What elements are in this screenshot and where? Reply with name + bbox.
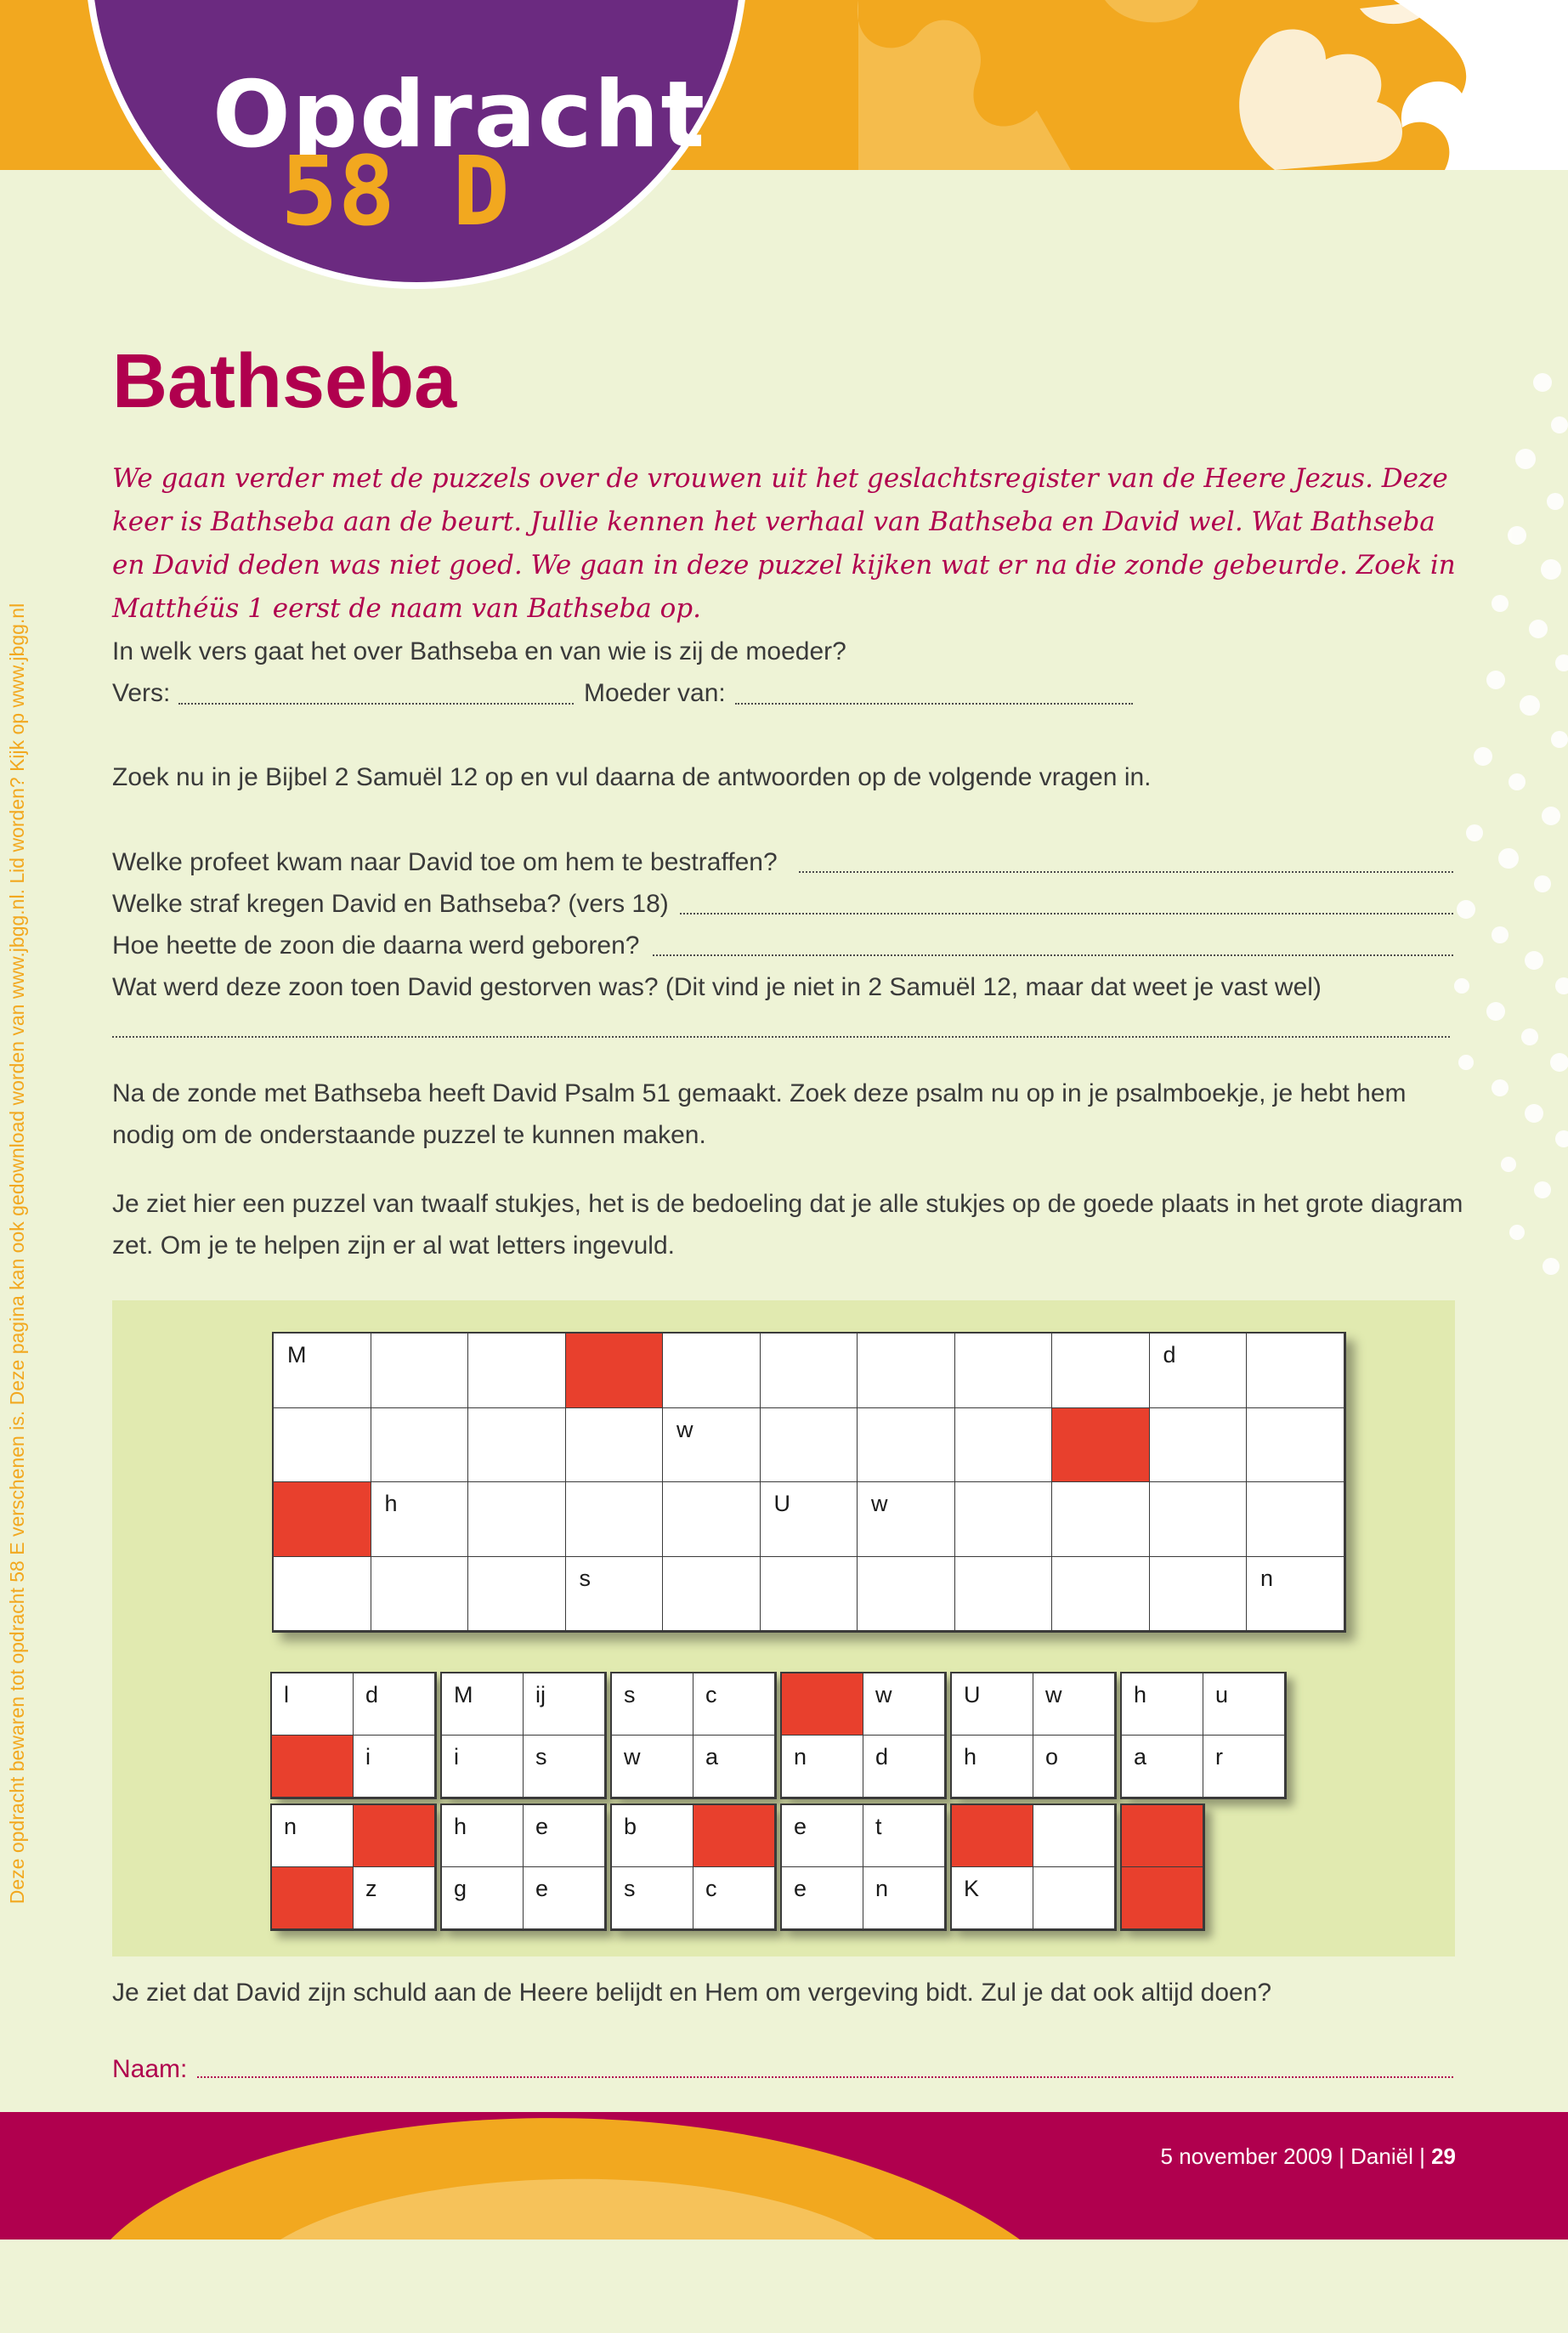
piece-cell: w bbox=[1033, 1673, 1115, 1736]
piece-cell: h bbox=[952, 1736, 1033, 1798]
grid-cell[interactable]: U bbox=[761, 1482, 858, 1557]
piece-cell: s bbox=[524, 1736, 605, 1798]
question-son: Hoe heette de zoon die daarna werd geboren? bbox=[112, 932, 640, 960]
grid-cell[interactable] bbox=[1247, 1334, 1344, 1408]
question-prophet: Welke profeet kwam naar David toe om hem te bestraffen? bbox=[112, 848, 778, 876]
piece-cell: d bbox=[863, 1736, 945, 1798]
moeder-answer-line[interactable] bbox=[735, 703, 1133, 705]
piece-cell: a bbox=[693, 1736, 775, 1798]
grid-cell[interactable] bbox=[1150, 1557, 1248, 1632]
footer-book: Daniël bbox=[1350, 2143, 1413, 2169]
intro-text: We gaan verder met de puzzels over de vrouwen uit het geslachtsregister van de Heere Jezus. Deze keer is Bathseba aan de beurt. Jullie kennen het verhaal van Bathseba en David wel. Wat Bathseba en David deden was niet goed. We gaan in deze puzzel kijken wat er na die zonde gebeurde. Zoek in Matthéüs 1 eerst de naam van Bathseba op. bbox=[112, 463, 1456, 624]
footer-arc-icon bbox=[0, 2112, 1568, 2240]
puzzle-piece[interactable] bbox=[440, 1804, 607, 1931]
piece-cell bbox=[1122, 1805, 1203, 1867]
grid-cell[interactable] bbox=[663, 1334, 761, 1408]
puzzle-grid bbox=[272, 1332, 1346, 1633]
grid-cell[interactable] bbox=[858, 1408, 955, 1483]
piece-cell: K bbox=[952, 1867, 1033, 1929]
puzzle-piece[interactable] bbox=[270, 1672, 437, 1799]
piece-cell: a bbox=[1122, 1736, 1203, 1798]
page-title: Bathseba bbox=[112, 339, 457, 424]
page-number: 29 bbox=[1431, 2143, 1456, 2169]
piece-cell: w bbox=[863, 1673, 945, 1736]
grid-cell[interactable] bbox=[1052, 1482, 1150, 1557]
piece-cell: r bbox=[1203, 1736, 1285, 1798]
piece-cell bbox=[693, 1805, 775, 1867]
grid-cell[interactable] bbox=[761, 1408, 858, 1483]
puzzle-piece[interactable] bbox=[610, 1804, 777, 1931]
grid-cell[interactable] bbox=[1150, 1408, 1248, 1483]
grid-cell[interactable] bbox=[1150, 1482, 1248, 1557]
piece-cell: n bbox=[863, 1867, 945, 1929]
grid-cell[interactable] bbox=[566, 1408, 664, 1483]
grid-cell[interactable] bbox=[761, 1557, 858, 1632]
badge-label: Opdracht bbox=[212, 62, 707, 168]
puzzle-piece[interactable] bbox=[780, 1672, 947, 1799]
question-king: Wat werd deze zoon toen David gestorven was? (Dit vind je niet in 2 Samuël 12, maar dat weet je vast wel) bbox=[112, 973, 1322, 1001]
grid-cell[interactable]: n bbox=[1247, 1557, 1344, 1632]
badge-number: 58 D bbox=[280, 137, 510, 247]
grid-cell[interactable] bbox=[955, 1334, 1053, 1408]
name-label: Naam: bbox=[112, 2055, 188, 2083]
grid-cell[interactable] bbox=[1052, 1557, 1150, 1632]
piece-cell: d bbox=[354, 1673, 435, 1736]
piece-cell: e bbox=[782, 1867, 863, 1929]
piece-cell: t bbox=[863, 1805, 945, 1867]
grid-cell[interactable]: M bbox=[274, 1334, 371, 1408]
piece-cell: i bbox=[442, 1736, 524, 1798]
grid-cell[interactable] bbox=[663, 1557, 761, 1632]
grid-cell[interactable] bbox=[468, 1557, 566, 1632]
piece-cell: o bbox=[1033, 1736, 1115, 1798]
piece-cell: b bbox=[612, 1805, 693, 1867]
vers-label: Vers: bbox=[112, 679, 171, 707]
piece-cell: i bbox=[354, 1736, 435, 1798]
puzzle-piece[interactable] bbox=[780, 1804, 947, 1931]
footer-date: 5 november 2009 bbox=[1160, 2143, 1333, 2169]
grid-cell[interactable]: h bbox=[371, 1482, 469, 1557]
grid-cell[interactable] bbox=[858, 1334, 955, 1408]
piece-cell: n bbox=[272, 1805, 354, 1867]
piece-cell: c bbox=[693, 1867, 775, 1929]
piece-cell: l bbox=[272, 1673, 354, 1736]
puzzle-piece[interactable] bbox=[950, 1672, 1117, 1799]
grid-cell[interactable] bbox=[1052, 1408, 1150, 1483]
question-verse: In welk vers gaat het over Bathseba en van wie is zij de moeder? bbox=[112, 637, 846, 665]
grid-cell[interactable]: s bbox=[566, 1557, 664, 1632]
grid-cell[interactable] bbox=[371, 1408, 469, 1483]
grid-cell[interactable] bbox=[371, 1557, 469, 1632]
puzzle-piece[interactable] bbox=[950, 1804, 1117, 1931]
grid-cell[interactable] bbox=[1247, 1408, 1344, 1483]
instruction-text: Zoek nu in je Bijbel 2 Samuël 12 op en vul daarna de antwoorden op de volgende vragen in. bbox=[112, 763, 1152, 791]
piece-cell: M bbox=[442, 1673, 524, 1736]
puzzle-piece[interactable] bbox=[1120, 1672, 1287, 1799]
piece-cell: z bbox=[354, 1867, 435, 1929]
piece-cell: s bbox=[612, 1867, 693, 1929]
name-answer-line[interactable] bbox=[197, 2076, 1453, 2078]
puzzle-piece[interactable] bbox=[440, 1672, 607, 1799]
grid-cell[interactable] bbox=[274, 1482, 371, 1557]
piece-cell: c bbox=[693, 1673, 775, 1736]
grid-cell[interactable] bbox=[1247, 1482, 1344, 1557]
grid-cell[interactable] bbox=[468, 1408, 566, 1483]
piece-cell: g bbox=[442, 1867, 524, 1929]
piece-cell: e bbox=[524, 1867, 605, 1929]
psalm-paragraph: Na de zonde met Bathseba heeft David Psalm 51 gemaakt. Zoek deze psalm nu op in je psalmboekje, je hebt hem nodig om de onderstaande puzzel te kunnen maken. bbox=[112, 1079, 1407, 1149]
piece-cell: e bbox=[782, 1805, 863, 1867]
grid-cell[interactable] bbox=[274, 1408, 371, 1483]
footer-band bbox=[0, 2112, 1568, 2240]
grid-cell[interactable] bbox=[1052, 1334, 1150, 1408]
footer-text bbox=[1161, 2143, 1456, 2170]
piece-cell bbox=[272, 1867, 354, 1929]
piece-cell: s bbox=[612, 1673, 693, 1736]
grid-cell[interactable] bbox=[955, 1408, 1053, 1483]
answer-line-prophet[interactable] bbox=[799, 871, 1453, 873]
grid-cell[interactable] bbox=[468, 1482, 566, 1557]
grid-cell[interactable] bbox=[955, 1557, 1053, 1632]
answer-line-punishment[interactable] bbox=[680, 913, 1453, 915]
piece-cell bbox=[1122, 1867, 1203, 1929]
piece-cell: u bbox=[1203, 1673, 1285, 1736]
grid-cell[interactable] bbox=[371, 1334, 469, 1408]
piece-cell: w bbox=[612, 1736, 693, 1798]
piece-cell bbox=[272, 1736, 354, 1798]
answer-line-son[interactable] bbox=[653, 954, 1453, 956]
piece-cell bbox=[952, 1805, 1033, 1867]
grid-cell[interactable] bbox=[566, 1334, 664, 1408]
grid-cell[interactable] bbox=[858, 1557, 955, 1632]
puzzle-piece[interactable] bbox=[610, 1672, 777, 1799]
moeder-label: Moeder van: bbox=[584, 679, 726, 707]
piece-cell: h bbox=[1122, 1673, 1203, 1736]
grid-cell[interactable] bbox=[274, 1557, 371, 1632]
piece-cell bbox=[782, 1673, 863, 1736]
puzzle-piece[interactable] bbox=[270, 1804, 437, 1931]
grid-cell[interactable] bbox=[955, 1482, 1053, 1557]
puzzle-area bbox=[112, 1300, 1455, 1956]
footer-separator: | bbox=[1419, 2143, 1432, 2169]
vers-answer-line[interactable] bbox=[178, 703, 574, 705]
question-punishment: Welke straf kregen David en Bathseba? (vers 18) bbox=[112, 890, 669, 918]
grid-cell[interactable]: w bbox=[663, 1408, 761, 1483]
grid-cell[interactable] bbox=[761, 1334, 858, 1408]
closing-question: Je ziet dat David zijn schuld aan de Heere belijdt en Hem om vergeving bidt. Zul je dat ook altijd doen? bbox=[112, 1979, 1272, 2007]
piece-cell: U bbox=[952, 1673, 1033, 1736]
piece-cell bbox=[1033, 1805, 1115, 1867]
grid-cell[interactable] bbox=[566, 1482, 664, 1557]
piece-cell bbox=[354, 1805, 435, 1867]
piece-cell: h bbox=[442, 1805, 524, 1867]
footer-separator: | bbox=[1339, 2143, 1351, 2169]
answer-line-king[interactable] bbox=[112, 1036, 1450, 1038]
piece-cell: e bbox=[524, 1805, 605, 1867]
puzzle-piece[interactable] bbox=[1120, 1804, 1205, 1931]
grid-cell[interactable]: d bbox=[1150, 1334, 1248, 1408]
side-note: Deze opdracht bewaren tot opdracht 58 E verschenen is. Deze pagina kan ook gedownload worden van www.jbgg.nl. Lid worden? Kijk op www.jbgg.nl bbox=[6, 603, 28, 1905]
puzzle-paragraph: Je ziet hier een puzzel van twaalf stukjes, het is de bedoeling dat je alle stukjes op de goede plaats in het grote diagram zet. Om je te helpen zijn er al wat letters ingevuld. bbox=[112, 1190, 1463, 1260]
piece-cell: n bbox=[782, 1736, 863, 1798]
grid-cell[interactable] bbox=[663, 1482, 761, 1557]
piece-cell bbox=[1033, 1867, 1115, 1929]
piece-cell: ij bbox=[524, 1673, 605, 1736]
grid-cell[interactable] bbox=[468, 1334, 566, 1408]
grid-cell[interactable]: w bbox=[858, 1482, 955, 1557]
